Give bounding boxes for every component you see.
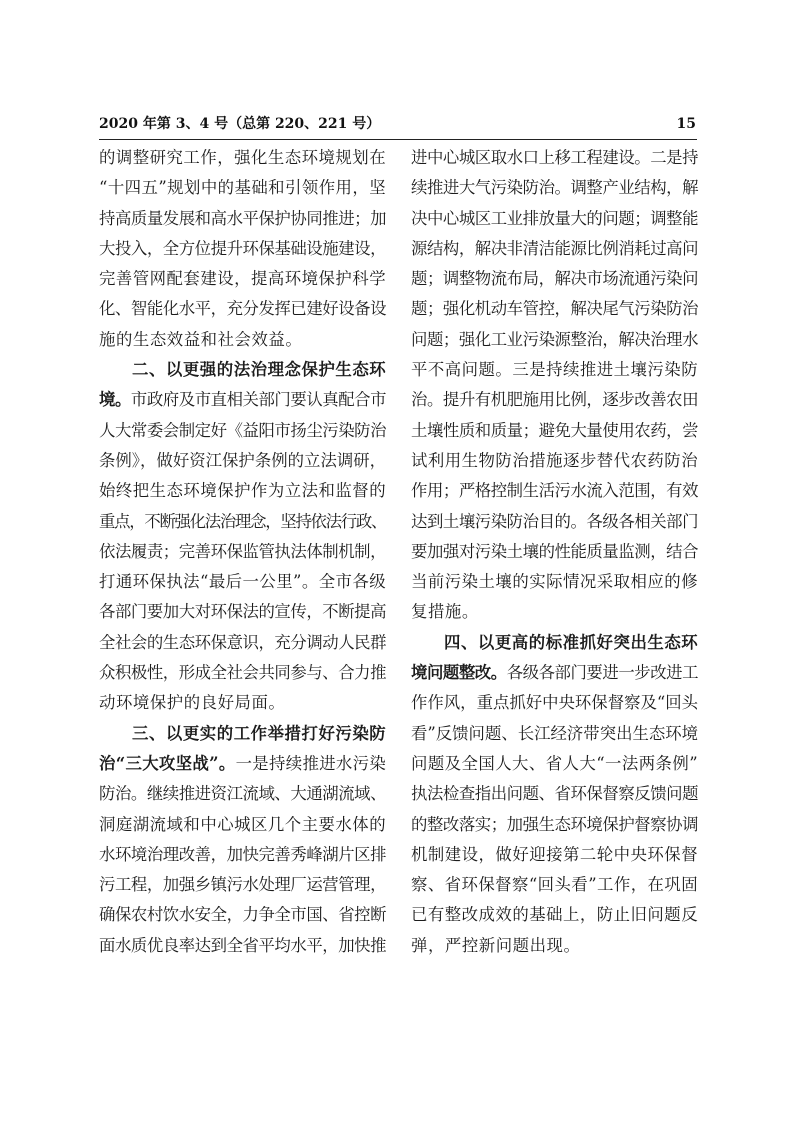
line-text: 一是持续推进水污染 [235,753,386,773]
heading-text: 境问题整改。 [411,663,507,683]
text-line [411,446,698,476]
line-text: 续推进大气污染防治。调整产业结构，解 [411,178,698,198]
text-line [411,264,698,294]
text-line [411,325,698,355]
line-text: 治。提升有机肥施用比例，逐步改善农田 [411,390,698,410]
text-line [411,870,698,900]
line-text: 依法履责；完善环保监管执法体制机制， [99,541,386,561]
line-text: 人大常委会制定好《益阳市扬尘污染防治 [99,420,386,440]
line-text: 各部门要加大对环保法的宣传，不断提高 [99,602,386,622]
line-text: 察、省环保督察“回头看”工作，在巩固 [411,875,698,895]
header-divider [99,139,697,140]
line-text: 完善管网配套建设，提高环境保护科学 [99,269,386,289]
line-text: 水环境治理改善，加快完善秀峰湖片区排 [99,844,386,864]
text-line [99,446,386,476]
heading-text: 境。 [99,390,131,410]
heading-text: 三、以更实的工作举措打好污染防 [132,723,386,743]
text-line [99,264,386,294]
line-text: 众积极性，形成全社会共同参与、合力推 [99,663,386,683]
line-text: 打通环保执法“最后一公里”。全市各级 [99,572,386,592]
line-text: 已有整改成效的基础上，防止旧问题反 [411,905,698,925]
text-line [411,537,698,567]
heading-text: 二、以更强的法治理念保护生态环 [132,360,386,380]
text-line [99,476,386,506]
text-line [99,870,386,900]
text-line [411,840,698,870]
line-text: 平不高问题。三是持续推进土壤污染防 [411,360,698,380]
text-line [99,294,386,324]
line-text: 决中心城区工业排放量大的问题；调整能 [411,208,698,228]
text-line [411,507,698,537]
line-text: 大投入，全方位提升环保基础设施建设， [99,238,386,258]
text-line [411,597,698,627]
text-line [99,658,386,688]
text-line [99,507,386,537]
line-text: 重点，不断强化法治理念，坚持依法行政、 [99,511,386,531]
line-text: 面水质优良率达到全省平均水平，加快推 [99,935,386,955]
line-text: 动环境保护的良好局面。 [99,693,286,713]
line-text: 作作风，重点抓好中央环保督察及“回头 [411,693,698,713]
text-line [99,840,386,870]
text-line [411,810,698,840]
line-text: 问题；强化工业污染源整治，解决治理水 [411,329,698,349]
text-line [411,779,698,809]
line-text: 始终把生态环境保护作为立法和监督的 [99,481,386,501]
line-text: 全社会的生态环保意识，充分调动人民群 [99,632,386,652]
text-line [411,688,698,718]
page-header [99,114,696,134]
line-text: 的整改落实；加强生态环境保护督察协调 [411,814,698,834]
heading-text: 治“三大攻坚战”。 [99,753,236,773]
line-text: 作用；严格控制生活污水流入范围，有效 [411,481,698,501]
section-heading-2 [99,355,386,385]
text-line [99,567,386,597]
line-text: 土壤性质和质量；避免大量使用农药，尝 [411,420,698,440]
text-line [99,173,386,203]
text-line [411,234,698,264]
text-line [411,931,698,961]
right-column [411,143,698,961]
line-text: 进中心城区取水口上移工程建设。二是持 [411,148,698,167]
line-text: 要加强对污染土壤的性能质量监测，结合 [411,541,698,561]
line-text: 题；强化机动车管控，解决尾气污染防治 [411,299,698,319]
line-text: 当前污染土壤的实际情况采取相应的修 [411,572,698,592]
text-line [99,597,386,627]
text-line [99,325,386,355]
line-text: 问题及全国人大、省人大“一法两条例” [411,753,698,773]
section-heading-3 [99,719,386,749]
text-line [411,204,698,234]
text-line [411,385,698,415]
line-text: 化、智能化水平，充分发挥已建好设备设 [99,299,386,319]
text-line [99,143,386,173]
text-line [99,900,386,930]
page-number: 15 [676,116,696,132]
line-text: 复措施。 [411,602,479,622]
text-line [411,719,698,749]
line-text: 条例》，做好资江保护条例的立法调研， [99,450,386,470]
line-text: 源结构，解决非清洁能源比例消耗过高问 [411,238,698,258]
text-line [99,385,386,415]
line-text: “十四五”规划中的基础和引领作用，坚 [99,178,386,198]
line-text: 试利用生物防治措施逐步替代农药防治 [411,450,698,470]
text-line [99,749,386,779]
line-text: 看”反馈问题、长江经济带突出生态环境 [411,723,698,743]
text-line [411,143,698,173]
text-line [99,628,386,658]
line-text: 洞庭湖流域和中心城区几个主要水体的 [99,814,386,834]
line-text: 确保农村饮水安全，力争全市国、省控断 [99,905,386,925]
section-heading-4 [411,628,698,658]
text-line [411,416,698,446]
text-line [99,810,386,840]
heading-text: 四、以更高的标准抓好突出生态环 [444,632,698,652]
journal-issue-label: 2020 年第 3、4 号（总第 220、221 号） [99,116,381,132]
text-line [99,234,386,264]
line-text: 机制建设，做好迎接第二轮中央环保督 [411,844,698,864]
text-line [411,476,698,506]
line-text: 达到土壤污染防治目的。各级各相关部门 [411,511,698,531]
line-text: 的调整研究工作，强化生态环境规划在 [99,148,386,167]
left-column [99,143,386,961]
line-text: 执法检查指出问题、省环保督察反馈问题 [411,784,698,804]
text-line [99,416,386,446]
text-line [411,900,698,930]
text-line [411,173,698,203]
text-line [411,658,698,688]
text-line [99,688,386,718]
text-line [99,931,386,961]
text-line [411,294,698,324]
text-line [99,537,386,567]
line-text: 防治。继续推进资江流域、大通湖流域、 [99,784,386,804]
text-line [411,567,698,597]
line-text: 持高质量发展和高水平保护协同推进；加 [99,208,386,228]
line-text: 施的生态效益和社会效益。 [99,329,303,349]
text-line [99,204,386,234]
line-text: 各级各部门要进一步改进工 [506,663,699,683]
line-text: 市政府及市直相关部门要认真配合市 [130,390,387,410]
text-line [99,779,386,809]
text-line [411,355,698,385]
line-text: 污工程，加强乡镇污水处理厂运营管理， [99,875,386,895]
text-line [411,749,698,779]
line-text: 题；调整物流布局，解决市场流通污染问 [411,269,698,289]
line-text: 弹，严控新问题出现。 [411,935,581,955]
